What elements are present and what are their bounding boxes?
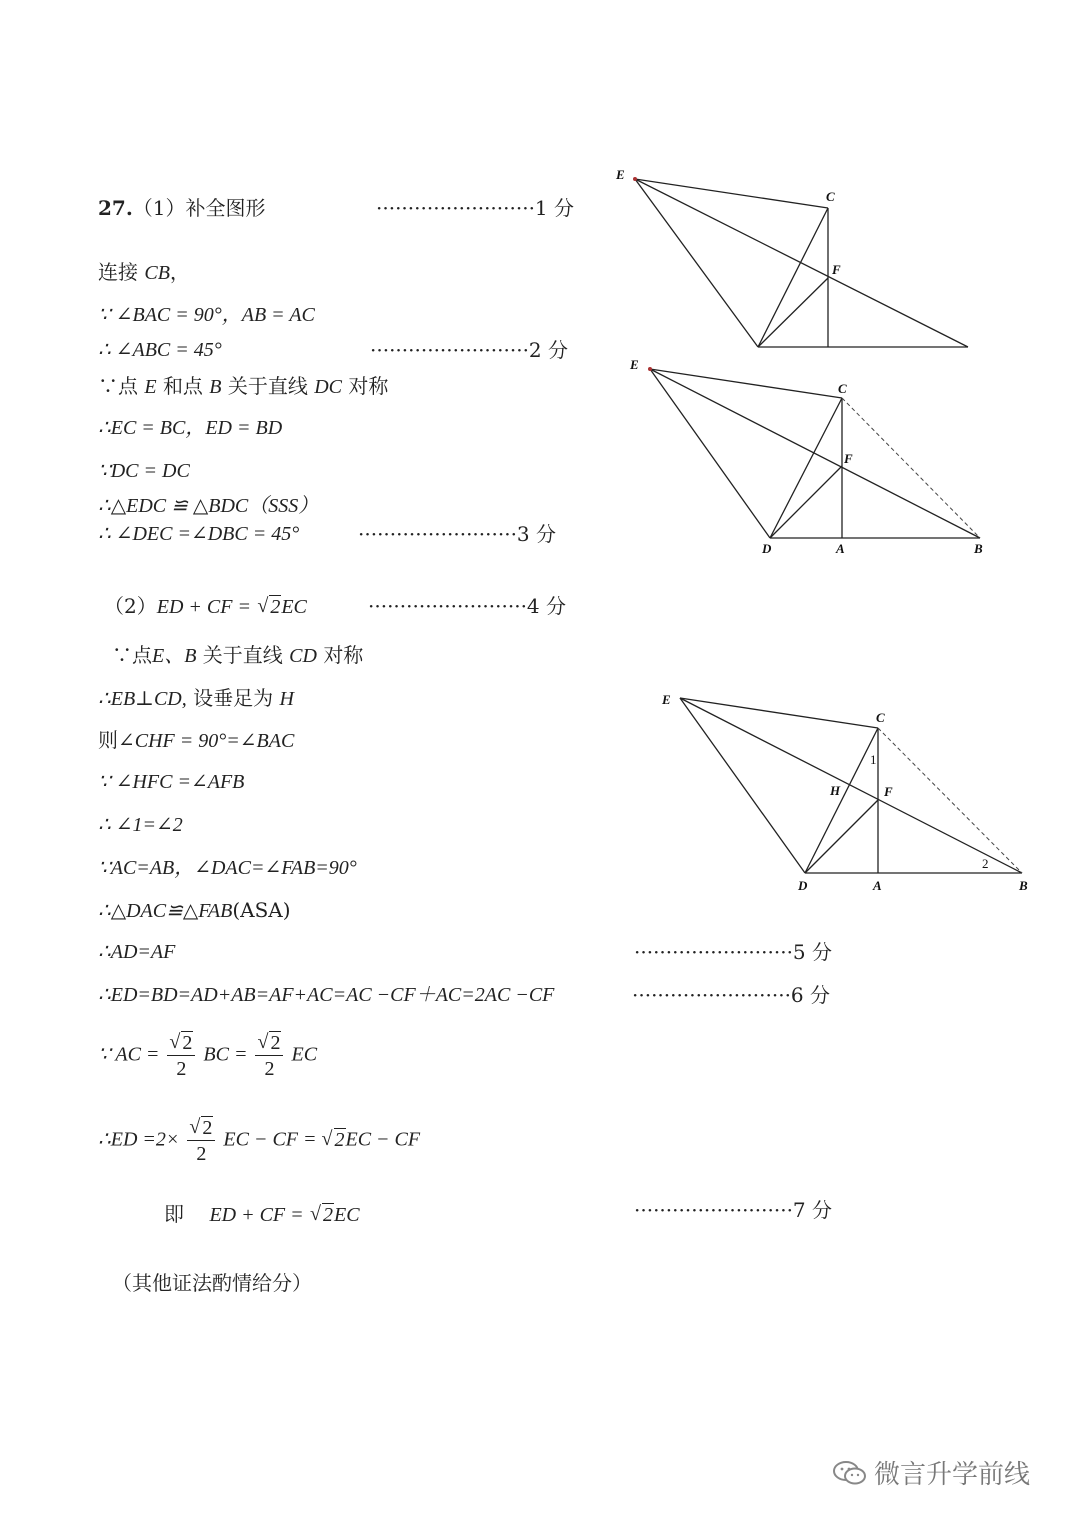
part2-line4: ∵ ∠HFC =∠AFB [98, 771, 245, 793]
question-number: 27. [98, 196, 133, 220]
segment-CB-dashed [842, 398, 980, 538]
label-E: E [662, 692, 671, 707]
watermark [832, 1454, 1030, 1491]
part2-line11: ∴ED =2× √ $\frac{2}{2}$ EC − CF = √ 2EC − CF [98, 1118, 420, 1164]
point-E-marker [648, 367, 652, 371]
segment-DF [758, 278, 828, 347]
part1-line2: ∵ ∠BAC = 90°，AB = AC [98, 304, 315, 326]
score-5: ·························5 分 [634, 940, 833, 964]
figure-1 [600, 160, 980, 360]
part2-line3: 则∠CHF = 90°=∠BAC [98, 728, 295, 752]
part1-line3: ∴ ∠ABC = 45° [98, 339, 222, 361]
label-E: E [630, 357, 639, 372]
label-F: F [844, 451, 853, 466]
label-D: D [762, 541, 772, 556]
segment-ED [650, 369, 770, 538]
point-E-marker [633, 177, 637, 181]
segment-CB-dashed [878, 728, 1022, 873]
label-B: B [974, 541, 983, 556]
segment-DF [770, 466, 842, 538]
label-H: H [830, 783, 841, 798]
part2-line12: 即 ED + CF = √ 2EC [164, 1204, 360, 1225]
part2-line6: ∵AC=AB，∠DAC=∠FAB=90° [98, 857, 357, 879]
label-B: B [1019, 878, 1028, 893]
part1-line4: ∵点 E 和点 B 关于直线 DC 对称 [98, 374, 389, 398]
part1-line7: ∴△EDC ≌ △BDC（SSS） [98, 495, 319, 517]
part1-line1: 连接 CB， [98, 260, 190, 284]
label-D: D [798, 878, 808, 893]
part2-line5: ∴ ∠1=∠2 [98, 814, 183, 836]
part1-header: 27.（1）补全图形 [98, 196, 266, 220]
segment-CD [758, 208, 828, 347]
label-F: F [832, 262, 841, 277]
segment-ED [635, 179, 758, 347]
note-other-proofs: （其他证法酌情给分） [112, 1271, 312, 1295]
segment-CD [770, 398, 842, 538]
segment-DF [805, 800, 878, 873]
label-E: E [616, 167, 625, 182]
part2-line10: ∵ AC = √ $\frac{2}{2}$ BC = √ $\frac{2}{2}$ EC [98, 1033, 317, 1079]
label-F: F [884, 784, 893, 799]
part2-line1: ∵点E、B 关于直线 CD 对称 [112, 643, 364, 667]
wechat-icon [832, 1459, 868, 1487]
figure-2 [620, 350, 1000, 560]
watermark-text: 微言升学前线 [874, 1460, 1031, 1490]
figure-3 [650, 680, 1040, 900]
score-7: ·························7 分 [634, 1198, 833, 1222]
segment-CD [805, 728, 878, 873]
score-2: ·························2 分 [370, 338, 569, 362]
score-4: ·························4 分 [368, 594, 567, 618]
label-angle-2: 2 [982, 856, 989, 871]
part2-line8: ∴AD=AF [98, 941, 176, 963]
label-A: A [836, 541, 845, 556]
part1-line5: ∴EC = BC，ED = BD [98, 417, 283, 439]
part2-header: （2）ED + CF = √ 2EC [104, 596, 307, 617]
score-3: ·························3 分 [358, 522, 557, 546]
segment-ED [680, 698, 805, 873]
label-C: C [876, 710, 885, 725]
part1-line8: ∴ ∠DEC =∠DBC = 45° [98, 523, 300, 545]
score-1: ·························1 分 [376, 196, 575, 220]
score-6: ·························6 分 [632, 983, 831, 1007]
part2-line9: ∴ED=BD=AD+AB=AF+AC=AC −CF＋AC=2AC −CF [98, 984, 555, 1006]
label-A: A [873, 878, 882, 893]
label-C: C [826, 189, 835, 204]
label-angle-1: 1 [870, 752, 877, 767]
label-C: C [838, 381, 847, 396]
part1-line6: ∵DC = DC [98, 460, 190, 482]
part2-line2: ∴EB⊥CD, 设垂足为 H [98, 686, 294, 710]
part2-line7: ∴△DAC≌△FAB(ASA) [98, 898, 291, 922]
